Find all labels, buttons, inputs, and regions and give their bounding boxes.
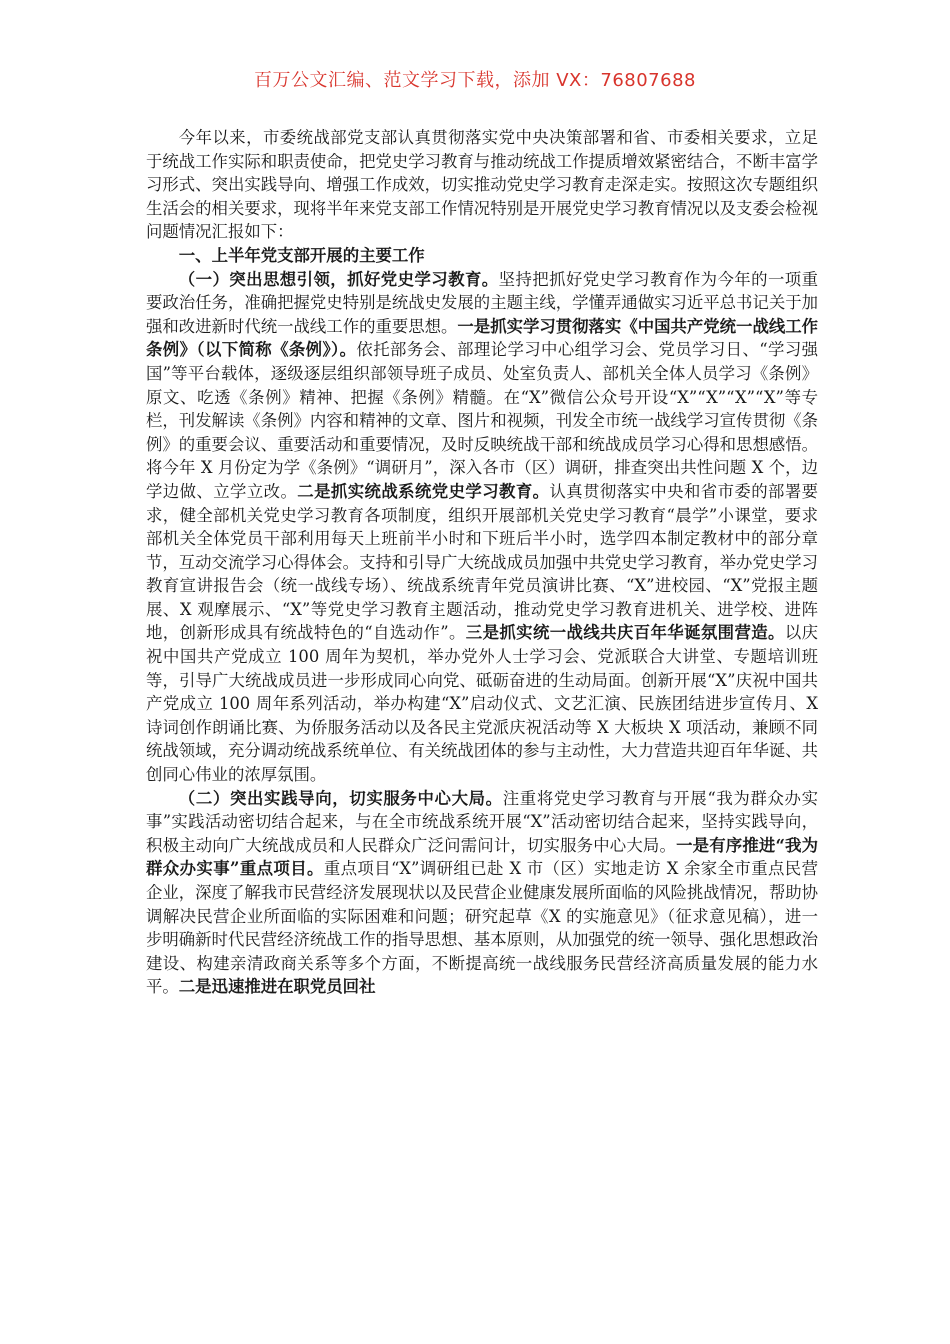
subsection-1-point-1: 一是抓实学习贯彻落实《中国共产党统一战线工作条例》（以下简称《条例》）。 (146, 316, 819, 360)
subsection-2-paragraph (146, 787, 818, 999)
subsection-2-point-2: 二是迅速推进在职党员回社 (178, 977, 376, 997)
subsection-1-text-2: 依托部务会、部理论学习中心组学习会、党员学习日、“学习强国”等平台载体，逐级逐层组织部领导班子成员、处室负责人、部机关全体人员学习《条例》原文、吃透《条例》精神、把握《条例》精髓。在“X”微信公众号开设“X”“X”“X”“X”等专栏，刊发解读《条例》内容和精神的文章、图片和视频，刊发全市统一战线学习宣传贯彻《条例》的重要会议、重要活动和重要情况，及时反映统战干部和统战成员学习心得和思想感悟。将今年 X 月份定为学《条例》“调研月”，深入各市（区）调研，排查突出共性问题 X 个，边学边做、立学立改。 (146, 340, 819, 501)
subsection-1-paragraph (146, 268, 818, 787)
subsection-1-text-1: 坚持把抓好党史学习教育作为今年的一项重要政治任务，准确把握党史特别是统战史发展的主题主线，学懂弄通做实习近平总书记关于加强和改进新时代统一战线工作的重要思想。 (146, 269, 819, 336)
subsection-1-point-3: 三是抓实统一战线共庆百年华诞氛围营造。 (465, 623, 785, 643)
document-body (146, 126, 818, 999)
subsection-1-title: （一）突出思想引领，抓好党史学习教育。 (178, 269, 499, 289)
subsection-2-text-1: 注重将党史学习教育与开展“我为群众办实事”实践活动密切结合起来，与在全市统战系统开展“X”活动密切结合起来，坚持实践导向，积极主动向广大统战成员和人民群众广泛问需问计，切实服务中心大局。 (146, 788, 818, 855)
subsection-2-point-1: 一是有序推进“我为群众办实事”重点项目。 (146, 835, 819, 879)
subsection-1-text-3: 认真贯彻落实中央和省市委的部署要求，健全部机关党史学习教育各项制度，组织开展部机关党史学习教育“晨学”小课堂，要求部机关全体党员干部利用每天上班前半小时和下班后半小时，选学四本制定教材中的部分章节，互动交流学习心得体会。支持和引导广大统战成员加强中共党史学习教育，举办党史学习教育宣讲报告会（统一战线专场）、统战系统青年党员演讲比赛、“X”进校园、“X”党报主题展、X 观摩展示、“X”等党史学习教育主题活动，推动党史学习教育进机关、进学校、进阵地，创新形成具有统战特色的“自选动作”。 (146, 481, 819, 643)
intro-paragraph: 今年以来，市委统战部党支部认真贯彻落实党中央决策部署和省、市委相关要求，立足于统战工作实际和职责使命，把党史学习教育与推动统战工作提质增效紧密结合，不断丰富学习形式、突出实践导向、增强工作成效，切实推动党史学习教育走深走实。按照这次专题组织生活会的相关要求，现将半年来党支部工作情况特别是开展党史学习教育情况以及支委会检视问题情况汇报如下： (146, 128, 819, 242)
subsection-1-text-4: 以庆祝中国共产党成立 100 周年为契机，举办党外人士学习会、党派联合大讲堂、专题培训班等，引导广大统战成员进一步形成同心向党、砥砺奋进的生动局面。创新开展“X”庆祝中国共产党成立 100 周年系列活动，举办构建“X”启动仪式、文艺汇演、民族团结进步宣传月、X 诗词创作朗诵比赛、为侨服务活动以及各民主党派庆祝活动等 X 大板块 X 项活动，兼顾不同统战领域，充分调动统战系统单位、有关统战团体的参与主动性，大力营造共迎百年华诞、共创同心伟业的浓厚氛围。 (146, 623, 819, 785)
subsection-2-text-2: 重点项目“X”调研组已赴 X 市（区）实地走访 X 余家全市重点民营企业，深度了解我市民营经济发展现状以及民营企业健康发展所面临的风险挑战情况，帮助协调解决民营企业所面临的实际困难和问题；研究起草《X 的实施意见》（征求意见稿），进一步明确新时代民营经济统战工作的指导思想、基本原则，从加强党的统一领导、强化思想政治建设、构建亲清政商关系等多个方面，不断提高统一战线服务民营经济高质量发展的能力水平。 (146, 859, 819, 997)
subsection-2-title: （二）突出实践导向，切实服务中心大局。 (178, 788, 503, 808)
watermark-banner: 百万公文汇编、范文学习下载，添加 VX：76807688 (254, 70, 696, 91)
section-heading: 一、上半年党支部开展的主要工作 (178, 245, 425, 265)
subsection-1-point-2: 二是抓实统战系统党史学习教育。 (297, 481, 550, 501)
